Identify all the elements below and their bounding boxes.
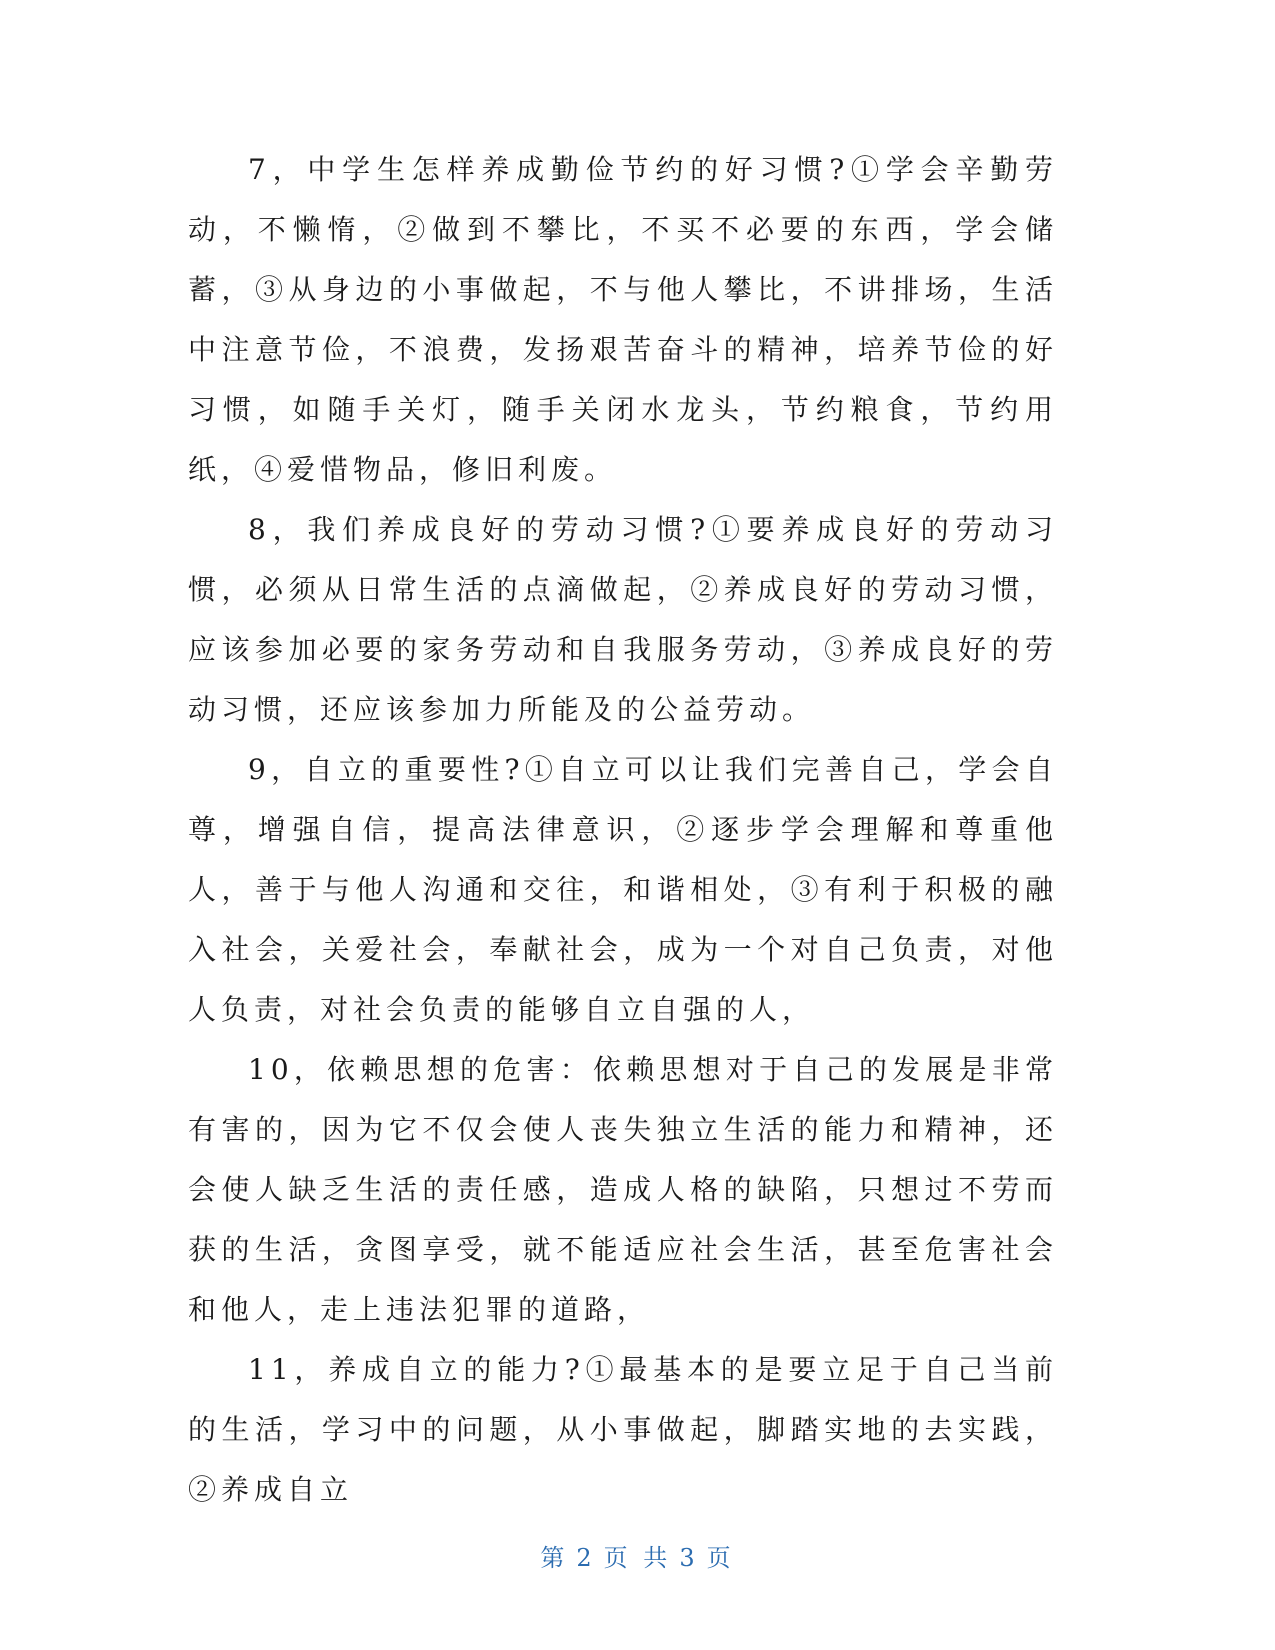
paragraph-10: 10，依赖思想的危害：依赖思想对于自己的发展是非常有害的，因为它不仅会使人丧失独立生活的能力和精神，还会使人缺乏生活的责任感，造成人格的缺陷，只想过不劳而获的生活，贪图享受，就不能适应社会生活，甚至危害社会和他人，走上违法犯罪的道路， (188, 1053, 1058, 1326)
footer-total-pages: 3 (679, 1544, 699, 1572)
page-footer (0, 1538, 1275, 1573)
paragraph-11: 11，养成自立的能力?①最基本的是要立足于自己当前的生活，学习中的问题，从小事做起，脚踏实地的去实践，②养成自立 (188, 1353, 1058, 1506)
document-body (188, 140, 1058, 1520)
footer-suffix: 页 (706, 1544, 735, 1572)
footer-prefix: 第 (540, 1544, 569, 1572)
paragraph-7: 7，中学生怎样养成勤俭节约的好习惯?①学会辛勤劳动，不懒惰，②做到不攀比，不买不必要的东西，学会储蓄，③从身边的小事做起，不与他人攀比，不讲排场，生活中注意节俭，不浪费，发扬艰苦奋斗的精神，培养节俭的好习惯，如随手关灯，随手关闭水龙头，节约粮食，节约用纸，④爱惜物品，修旧利废。 (188, 153, 1058, 486)
paragraph-9: 9，自立的重要性?①自立可以让我们完善自己，学会自尊，增强自信，提高法律意识，②逐步学会理解和尊重他人，善于与他人沟通和交往，和谐相处，③有利于积极的融入社会，关爱社会，奉献社会，成为一个对自己负责，对他人负责，对社会负责的能够自立自强的人， (188, 753, 1058, 1026)
paragraph-8: 8，我们养成良好的劳动习惯?①要养成良好的劳动习惯，必须从日常生活的点滴做起，②养成良好的劳动习惯，应该参加必要的家务劳动和自我服务劳动，③养成良好的劳动习惯，还应该参加力所能及的公益劳动。 (188, 513, 1058, 726)
footer-middle: 页 共 (603, 1544, 672, 1572)
footer-current-page: 2 (576, 1544, 596, 1572)
